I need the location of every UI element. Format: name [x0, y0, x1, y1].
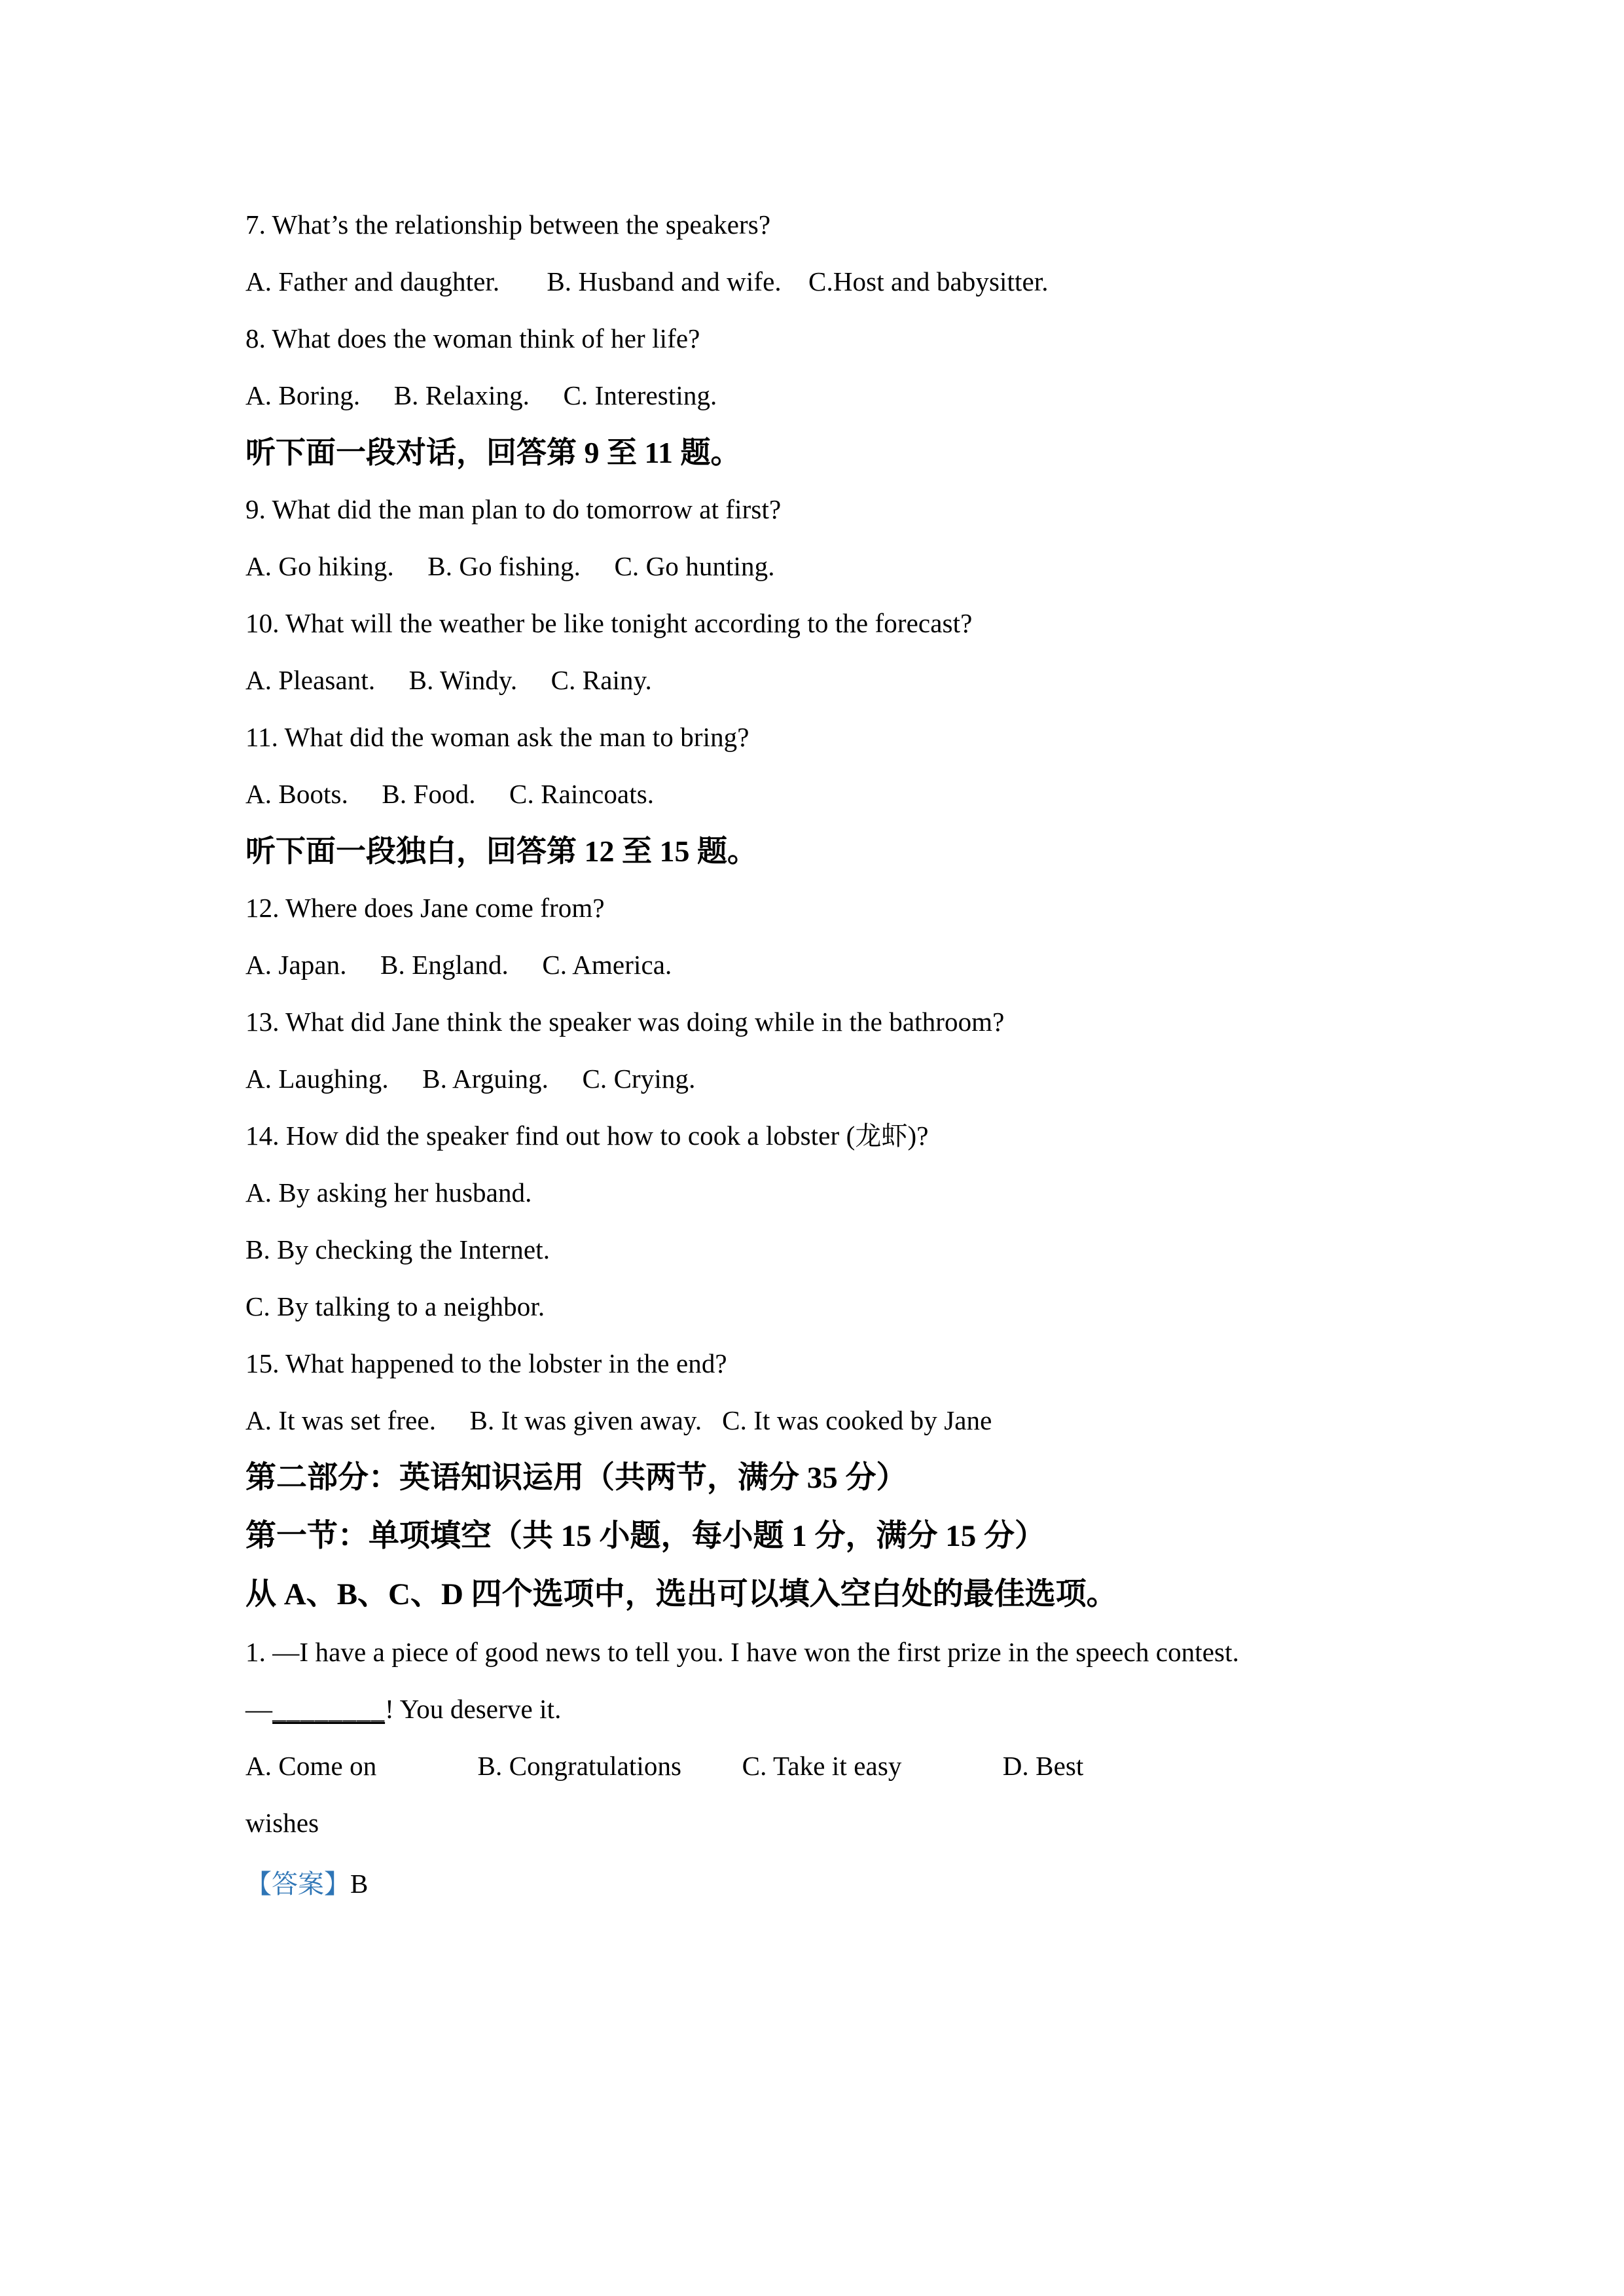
- section-one-heading: 第一节：单项填空（共 15 小题，每小题 1 分，满分 15 分）: [245, 1519, 1045, 1553]
- question-13-options: A. Laughing. B. Arguing. C. Crying.: [245, 1064, 696, 1094]
- mc-question-1-options-line-1: A. Come on B. Congratulations C. Take it easy D. Best: [245, 1751, 1084, 1781]
- question-13-stem: 13. What did Jane think the speaker was doing while in the bathroom?: [245, 1007, 1005, 1037]
- question-14-option-b: B. By checking the Internet.: [245, 1234, 550, 1265]
- question-12-stem: 12. Where does Jane come from?: [245, 893, 605, 923]
- answer-tag-label: 【答案】: [245, 1869, 350, 1899]
- mc-question-1-answer: [245, 1856, 1293, 1912]
- question-14-option-c: C. By talking to a neighbor.: [245, 1291, 545, 1321]
- mc-question-1-options-line-2: wishes: [245, 1808, 319, 1838]
- question-11-stem: 11. What did the woman ask the man to bring?: [245, 722, 749, 752]
- question-10-stem: 10. What will the weather be like tonight according to the forecast?: [245, 608, 973, 638]
- mc-question-1-line-1: 1. —I have a piece of good news to tell you. I have won the first prize in the speech contest.: [245, 1637, 1239, 1667]
- question-14-stem: [245, 1107, 1293, 1164]
- question-7-options: A. Father and daughter. B. Husband and wife. C.Host and babysitter.: [245, 266, 1049, 296]
- question-8-stem: 8. What does the woman think of her life?: [245, 323, 700, 353]
- question-14-gloss-cjk: 龙虾: [855, 1121, 908, 1151]
- question-11-options: A. Boots. B. Food. C. Raincoats.: [245, 779, 655, 809]
- question-15-stem: 15. What happened to the lobster in the end?: [245, 1348, 727, 1378]
- listening-heading-9-11: 听下面一段对话，回答第 9 至 11 题。: [245, 436, 741, 469]
- part-two-heading: 第二部分：英语知识运用（共两节，满分 35 分）: [245, 1461, 907, 1495]
- mc-question-1-line-2-rest: ! You deserve it.: [385, 1694, 562, 1724]
- question-7-stem: 7. What’s the relationship between the speakers?: [245, 209, 771, 240]
- listening-heading-12-15: 听下面一段独白，回答第 12 至 15 题。: [245, 834, 757, 868]
- answer-value: B: [350, 1869, 369, 1899]
- question-10-options: A. Pleasant. B. Windy. C. Rainy.: [245, 665, 652, 695]
- mc-question-1-blank: ________: [272, 1694, 386, 1724]
- page-content: [245, 196, 1293, 1912]
- question-9-options: A. Go hiking. B. Go fishing. C. Go hunting.: [245, 551, 775, 581]
- section-one-instruction: 从 A、B、C、D 四个选项中，选出可以填入空白处的最佳选项。: [245, 1577, 1117, 1611]
- question-14-stem-prefix: 14. How did the speaker find out how to cook a lobster (: [245, 1121, 856, 1151]
- mc-question-1-line-2: [245, 1681, 1293, 1738]
- question-14-option-a: A. By asking her husband.: [245, 1177, 532, 1208]
- question-14-stem-suffix: )?: [907, 1121, 929, 1151]
- question-8-options: A. Boring. B. Relaxing. C. Interesting.: [245, 380, 717, 410]
- mc-question-1-dash: —: [245, 1694, 273, 1724]
- question-9-stem: 9. What did the man plan to do tomorrow at first?: [245, 494, 782, 524]
- question-15-options: A. It was set free. B. It was given away. C. It was cooked by Jane: [245, 1405, 992, 1435]
- question-12-options: A. Japan. B. England. C. America.: [245, 950, 672, 980]
